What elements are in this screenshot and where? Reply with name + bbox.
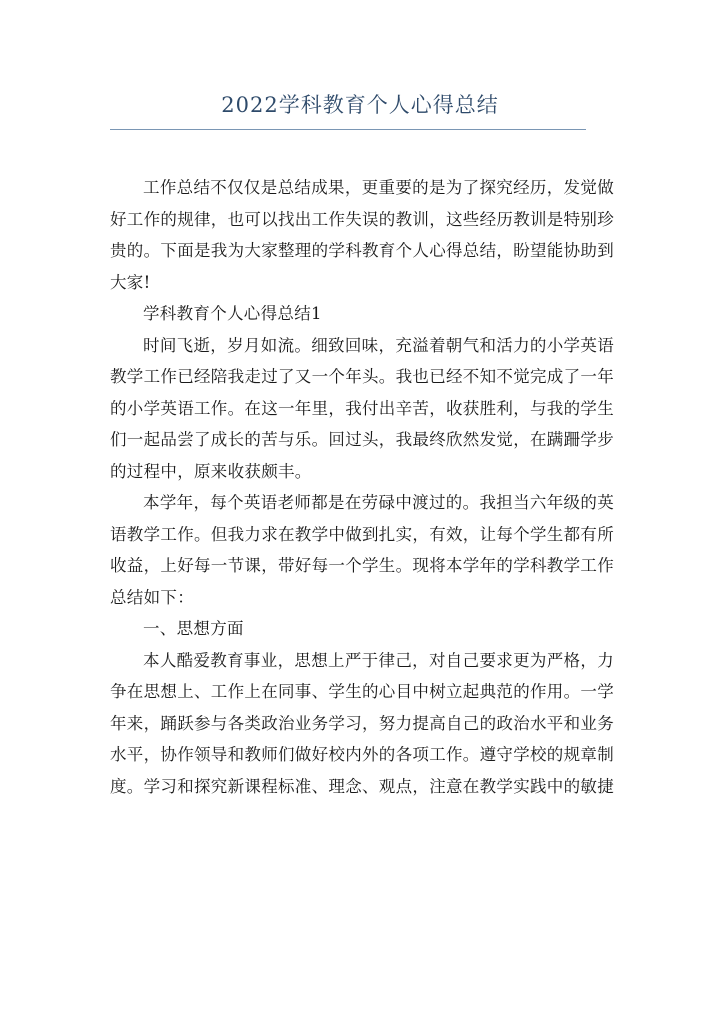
body-paragraph-3: 本人酷爱教育事业，思想上严于律己，对自己要求更为严格，力争在思想上、工作上在同事、学生的心目中树立起典范的作用。一学年来，踊跃参与各类政治业务学习，努力提高自己的政治水平和业务水平，协作领导和教师们做好校内外的各项工作。遵守学校的规章制度。学习和探究新课程标准、理念、观点，注意在教学实践中的敏捷 — [110, 650, 614, 796]
document-title: 2022学科教育个人心得总结 — [221, 93, 499, 117]
body-paragraph-1: 时间飞逝，岁月如流。细致回味，充溢着朝气和活力的小学英语教学工作已经陪我走过了又一个年头。我也已经不知不觉完成了一年的小学英语工作。在这一年里，我付出辛苦，收获胜利，与我的学生们一起品尝了成长的苦与乐。回过头，我最终欣然发觉，在蹒跚学步的过程中，原来收获颇丰。 — [110, 335, 614, 481]
body-paragraph-2: 本学年，每个英语老师都是在劳碌中渡过的。我担当六年级的英语教学工作。但我力求在教学中做到扎实，有效，让每个学生都有所收益，上好每一节课，带好每一个学生。现将本学年的学科教学工作总结如下： — [110, 493, 614, 607]
title-underline — [110, 129, 586, 130]
intro-paragraph: 工作总结不仅仅是总结成果，更重要的是为了探究经历，发觉做好工作的规律，也可以找出工作失误的教训，这些经历教训是特别珍贵的。下面是我为大家整理的学科教育个人心得总结，盼望能协助到大家! — [110, 178, 614, 292]
subsection-heading-thought: 一、思想方面 — [143, 619, 244, 638]
section-heading-1: 学科教育个人心得总结1 — [143, 304, 322, 323]
document-body — [110, 172, 614, 802]
